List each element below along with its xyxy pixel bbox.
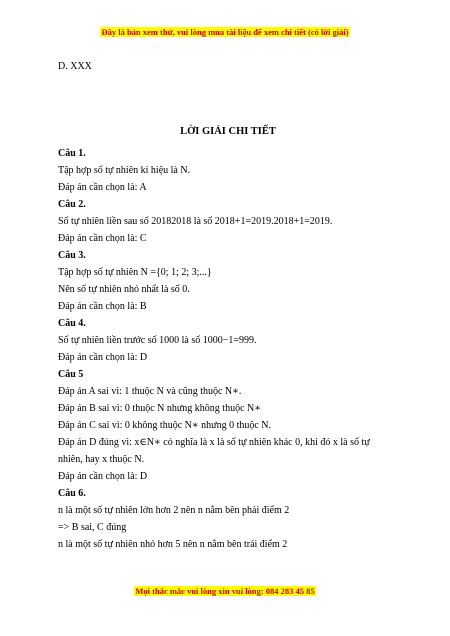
question-5-line: Đáp án A sai vì: 1 thuộc N và cũng thuộc N∗.: [58, 386, 242, 397]
question-5-line: Đáp án B sai vì: 0 thuộc N nhưng không thuộc N∗: [58, 403, 262, 414]
question-6-line: n là một số tự nhiên nhỏ hơn 5 nên n nằm bên trái điểm 2: [58, 539, 288, 550]
document-body: [58, 60, 398, 551]
question-5-answer: Đáp án cần chọn là: D: [58, 471, 148, 482]
question-5-label: Câu 5: [58, 369, 84, 380]
option-d: D. XXX: [58, 61, 92, 72]
question-4-label: Câu 4.: [58, 318, 86, 329]
question-6-label: Câu 6.: [58, 488, 86, 499]
question-2-answer: Đáp án cần chọn là: C: [58, 233, 147, 244]
contact-banner-text: Mọi thắc mắc vui lòng xin vui lòng: 084 283 45 85: [135, 586, 315, 596]
question-3-label: Câu 3.: [58, 250, 86, 261]
solution-title: LỜI GIẢI CHI TIẾT: [180, 126, 276, 137]
question-3-line: Tập hợp số tự nhiên N ={0; 1; 2; 3;...}: [58, 267, 212, 278]
question-2-line: Số tự nhiên liền sau số 20182018 là số 2018+1=2019.2018+1=2019.: [58, 216, 333, 227]
question-3-line: Nên số tự nhiên nhỏ nhất là số 0.: [58, 284, 190, 295]
question-4-line: Số tự nhiên liền trước số 1000 là số 1000−1=999.: [58, 335, 257, 346]
question-5-line: Đáp án D đúng vì: x∈N∗ có nghĩa là x là số tự nhiên khác 0, khi đó x là số tự: [58, 437, 370, 448]
question-3-answer: Đáp án cần chọn là: B: [58, 301, 147, 312]
preview-banner: [0, 27, 450, 37]
preview-banner-text: Đây là bản xem thử, vui lòng mua tài liệu để xem chi tiết (có lời giải): [101, 27, 349, 37]
question-1-label: Câu 1.: [58, 148, 86, 159]
question-1-line: Tập hợp số tự nhiên kí hiệu là N.: [58, 165, 191, 176]
question-1-answer: Đáp án cần chọn là: A: [58, 182, 147, 193]
question-2-label: Câu 2.: [58, 199, 86, 210]
question-6-line: n là một số tự nhiên lớn hơn 2 nên n nằm bên phải điểm 2: [58, 505, 290, 516]
question-5-line: nhiên, hay x thuộc N.: [58, 454, 145, 465]
question-4-answer: Đáp án cần chọn là: D: [58, 352, 148, 363]
question-6-line: => B sai, C đúng: [58, 522, 127, 533]
question-5-line: Đáp án C sai vì: 0 không thuộc N∗ nhưng 0 thuộc N.: [58, 420, 272, 431]
contact-banner: [0, 586, 450, 596]
